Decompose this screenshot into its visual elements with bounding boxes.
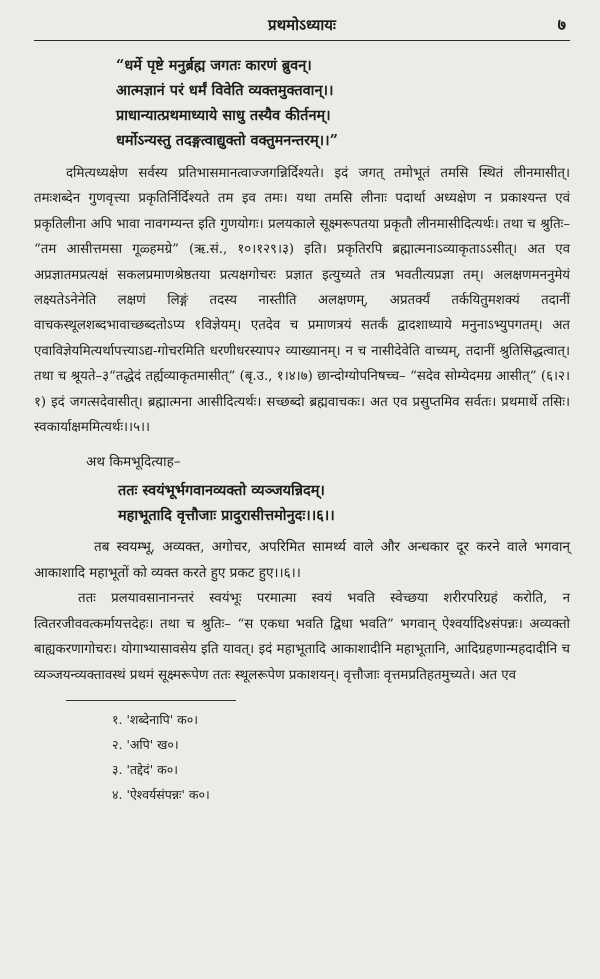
quote-line: धर्मोऽन्यस्तु तदङ्गत्वाद्युक्तो वक्तुमनन्तरम्।।” [116,132,339,149]
verse-line: महाभूतादि वृत्तौजाः प्रादुरासीत्तमोनुदः।।६।। [118,507,335,525]
quote-line: आत्मज्ञानं परं धर्मं विवेति व्यक्तमुक्तवान्।। [116,82,334,99]
footnote: २. 'अपि' ख०। [112,737,179,753]
footnote-rule [66,700,236,701]
verse-intro: अथ किमभूदित्याह– [86,454,181,471]
verse-block [118,478,570,528]
commentary-text: ततः प्रलयावसानानन्तरं स्वयंभूः परमात्मा स्वयं भवति स्वेच्छया शरीरपरिग्रहं करोति, न त्वितरजीववत्कर्मायत्तदेहः। तथा च श्रुतिः– “स एकधा भवति द्विधा भवति” भगवान् ऐश्वर्यादि४संपन्नः। अव्यक्तो बाह्यकरणागोचरः। योगाभ्यासावसेय इति यावत्। इदं महाभूतादि आकाशादीनि महाभूतानि, आदिग्रहणान्महदादीनि च व्यञ्जयन्व्यक्तावस्थं प्रथमं सूक्ष्मरूपेण ततः स्थूलरूपेण प्रकाशयन्। वृत्तौजाः वृत्तमप्रतिहतमुच्यते। अत एव [34,591,570,683]
page-number: ७ [557,15,566,34]
translation-text: तब स्वयम्भू, अव्यक्त, अगोचर, अपरिमित सामर्थ्य वाले और अन्धकार दूर करने वाले भगवान् आकाशादि महाभूतों को व्यक्त करते हुए प्रकट हुए।।६।। [34,539,570,582]
footnote: ३. 'तद्देदं' क०। [112,762,178,778]
quote-line: प्राधान्यात्प्रथमाध्याये साधु तस्यैव कीर्तनम्। [116,107,331,124]
commentary-paragraph [34,586,570,688]
running-header [34,6,570,41]
commentary-text: दमित्यध्यक्षेण सर्वस्य प्रतिभासमानत्वाज्जगन्निर्दिश्यते। इदं जगत् तमोभूतं तमसि स्थितं लीनमासीत्। तमःशब्देन गुणवृत्त्या प्रकृतिर्निर्दिश्यते तम इव तमः। यथा तमसि लीनाः पदार्था अध्यक्षेण न प्रकाश्यन्त एवं प्रकृतिलीना अपि भावा नावगम्यन्त इति गुणयोगः। प्रलयकाले सूक्ष्मरूपतया प्रकृतौ लीनमासीदित्यर्थः। तथा च श्रुतिः– “तम आसीत्तमसा गूळ्हमग्रे” (ऋ.सं., १०।१२९।३) इति। प्रकृतिरपि ब्रह्मात्मनाऽव्याकृताऽऽसीत्। अत एव अप्रज्ञातमप्रत्यक्षं सकलप्रमाणश्रेष्ठतया प्रत्यक्षगोचरः प्रज्ञात इत्युच्यते तत्र भवतीत्यप्रज्ञा तम्। अलक्षणमननुमेयं लक्ष्यतेऽनेनेति लक्षणं लिङ्गं तदस्य नास्तीति अलक्षणम्, अप्रतर्क्यं तर्कयितुमशक्यं तदानीं वाचकस्थूलशब्दभावाच्छब्दतोऽप्य १विज्ञेयम्। एतदेव च प्रमाणत्रयं सतर्कं द्वादशाध्याये मनुनाऽभ्युपगतम्। अत एवाविज्ञेयमित्यर्थापत्त्याऽद्य-गोचरमिति धरणीधरस्याप२ व्याख्यानम्। न च नासीदेवेति वाच्यम्, तदानीं श्रुतिसिद्धत्वात्। तथा च श्रूयते–३“तद्धेदं तर्ह्यव्याकृतमासीत्” (बृ.उ., १।४।७) छान्दोग्योपनिषच्च– “सदेव सोम्येदमग्र आसीत्” (६।२।१) इदं जगत्सदेवासीत्। ब्रह्मात्मना आसीदित्यर्थः। सच्छब्दो ब्रह्मवाचकः। अत एव प्रसुप्तमिव सर्वतः। प्रथमार्थे तसिः। स्वकार्याक्षममित्यर्थः।।५।। [34,166,570,436]
quote-line: “धर्मे पृष्टे मनुर्ब्रह्म जगतः कारणं ब्रुवन्। [116,57,312,74]
chapter-title: प्रथमोऽध्यायः [268,16,336,34]
footnote: १. 'शब्देनापि' क०। [112,712,198,728]
footnote: ४. 'ऐश्वर्यसंपन्नः' क०। [112,787,210,803]
quoted-verse-block [116,53,570,153]
verse-line: ततः स्वयंभूर्भगवानव्यक्तो व्यञ्जयन्निदम्। [118,482,325,500]
hindi-translation [34,534,570,586]
footnotes [112,707,570,807]
commentary-paragraph [34,161,570,440]
